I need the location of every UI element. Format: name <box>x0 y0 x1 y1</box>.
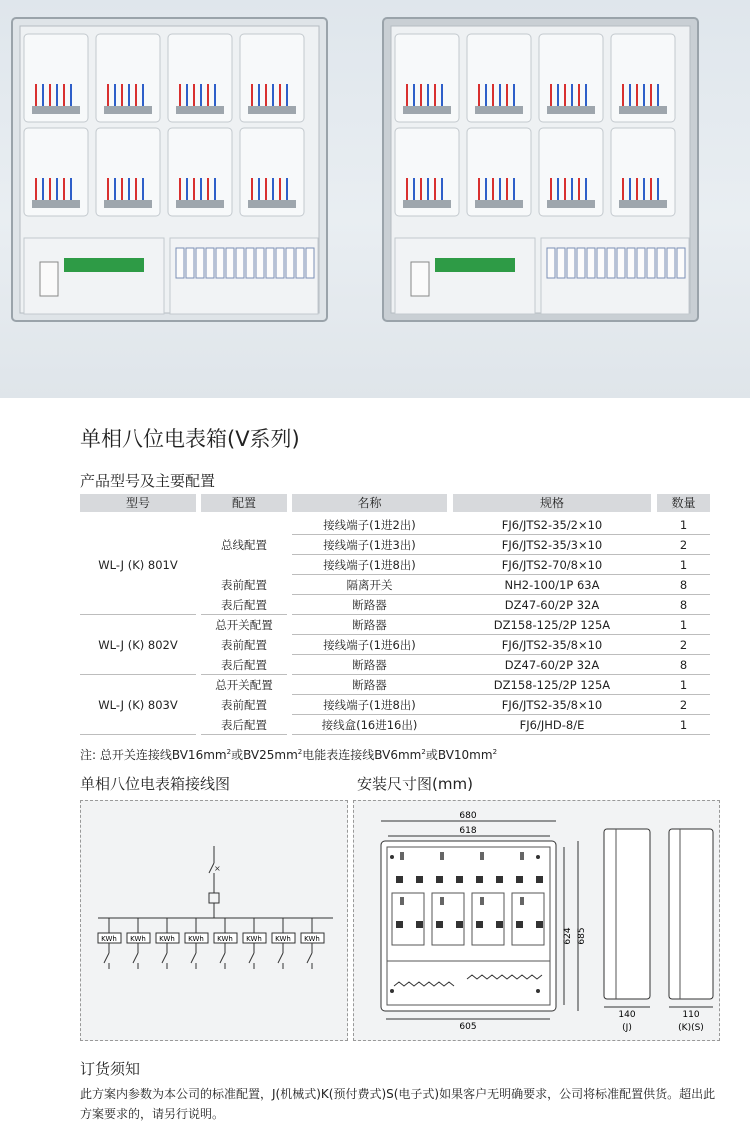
side-label-ks: (K)(S) <box>678 1023 704 1033</box>
branch-switch <box>162 953 167 963</box>
mini-breaker <box>216 248 224 278</box>
wiring-diagram-title: 单相八位电表箱接线图 <box>80 775 231 793</box>
order-notes-title: 订货须知 <box>80 1060 141 1078</box>
main-breaker-box <box>209 893 219 903</box>
branch-switch <box>191 953 196 963</box>
busbar-green <box>435 258 515 272</box>
cell-spec: FJ6/JTS2-35/2×10 <box>501 518 603 532</box>
cell-name: 接线盒(16进16出) <box>321 718 418 732</box>
mini-breaker <box>657 248 665 278</box>
mini-breaker <box>176 248 184 278</box>
header-config: 配置 <box>201 494 287 512</box>
busbar-green <box>64 258 144 272</box>
cell-config: 表前配置 <box>221 578 267 592</box>
main-breaker <box>411 262 429 296</box>
dim-624: 624 <box>563 927 573 945</box>
meter-hook <box>440 852 444 860</box>
dimension-drawing <box>354 801 719 1040</box>
cell-name: 接线端子(1进6出) <box>323 638 416 652</box>
wiring-diagram-panel <box>80 800 348 1041</box>
cell-spec: FJ6/JTS2-35/3×10 <box>501 538 603 552</box>
meter-branches <box>98 918 324 969</box>
cell-qty: 1 <box>679 558 688 572</box>
terminal-bar <box>32 106 80 114</box>
mini-breaker <box>306 248 314 278</box>
mini-breaker <box>286 248 294 278</box>
terminal-block <box>496 876 503 883</box>
cell-config: 总开关配置 <box>215 618 273 632</box>
mount-hole <box>536 855 540 859</box>
header-name: 名称 <box>292 494 447 512</box>
group-divider <box>201 734 287 735</box>
branch-switch <box>220 953 225 963</box>
terminal-block <box>436 921 443 928</box>
terminal-bar <box>403 106 451 114</box>
terminal-block <box>476 876 483 883</box>
cell-qty: 8 <box>679 578 688 592</box>
cell-spec: FJ6/JTS2-70/8×10 <box>501 558 603 572</box>
mini-breaker <box>627 248 635 278</box>
wiring-note: 注: 总开关连接线$BV16mm^2$或$BV25mm^2$电能表连接线$BV6mm^2$或$BV10mm^2$ <box>80 748 498 762</box>
branch-switch <box>104 953 109 963</box>
terminal-block <box>516 876 523 883</box>
cell-qty: 1 <box>679 678 688 692</box>
meter-hook <box>480 897 484 905</box>
dim-680: 680 <box>459 811 477 821</box>
cell-qty: 2 <box>679 638 688 652</box>
terminal-bar <box>176 200 224 208</box>
cell-name: 接线端子(1进2出) <box>323 518 416 532</box>
mini-breaker <box>547 248 555 278</box>
page-title: 单相八位电表箱(V系列) <box>80 427 300 451</box>
terminal-bar <box>176 106 224 114</box>
terminal-bar <box>619 106 667 114</box>
kwh-label: KWh <box>159 935 175 943</box>
cell-name: 接线端子(1进8出) <box>323 698 416 712</box>
kwh-label: KWh <box>130 935 146 943</box>
cell-model: WL-J (K) 803V <box>98 698 178 712</box>
dim-605: 605 <box>459 1022 477 1032</box>
mini-breaker <box>186 248 194 278</box>
terminal-bar <box>475 200 523 208</box>
cell-spec: FJ6/JTS2-35/8×10 <box>501 638 603 652</box>
dim-140: 140 <box>618 1010 636 1020</box>
cell-qty: 1 <box>679 718 688 732</box>
dimension-drawing-title: 安装尺寸图(mm) <box>357 775 473 793</box>
meter-hook <box>400 897 404 905</box>
terminal-bar <box>248 106 296 114</box>
cell-qty: 1 <box>679 518 688 532</box>
terminal-block <box>516 921 523 928</box>
product-photo-area <box>0 0 750 398</box>
kwh-label: KWh <box>188 935 204 943</box>
header-model: 型号 <box>80 494 196 512</box>
cell-name: 断路器 <box>352 618 387 632</box>
section-title-config: 产品型号及主要配置 <box>80 472 216 490</box>
order-notes-text: 此方案内参数为本公司的标准配置，J(机械式)K(预付费式)S(电子式)如果客户无明确要求，公司将标准配置供货。超出此方案要求的，请另行说明。 <box>80 1087 716 1121</box>
meter-hook <box>520 897 524 905</box>
cell-config: 表后配置 <box>221 598 267 612</box>
terminal-block <box>456 921 463 928</box>
cell-model: WL-J (K) 801V <box>98 558 178 572</box>
terminal-bar <box>248 200 296 208</box>
mount-hole <box>390 989 394 993</box>
meter-hook <box>480 852 484 860</box>
terminal-bar <box>547 200 595 208</box>
cell-name: 接线端子(1进3出) <box>323 538 416 552</box>
side-view-j <box>604 829 650 999</box>
mini-breaker <box>206 248 214 278</box>
mini-breaker <box>256 248 264 278</box>
header-spec: 规格 <box>453 494 651 512</box>
cell-qty: 2 <box>679 698 688 712</box>
main-switch-mark: × <box>214 864 221 873</box>
cell-config: 总开关配置 <box>215 678 273 692</box>
cell-model: WL-J (K) 802V <box>98 638 178 652</box>
cell-name: 接线端子(1进8出) <box>323 558 416 572</box>
cell-config: 表后配置 <box>221 658 267 672</box>
terminal-block <box>456 876 463 883</box>
terminal-block <box>396 921 403 928</box>
mini-breaker <box>637 248 645 278</box>
mini-breaker <box>597 248 605 278</box>
terminal-bar <box>104 200 152 208</box>
cell-config: 表后配置 <box>221 718 267 732</box>
mini-breaker <box>276 248 284 278</box>
mini-breaker <box>587 248 595 278</box>
cell-name: 断路器 <box>352 658 387 672</box>
mount-hole <box>390 855 394 859</box>
box-outline <box>381 841 556 1011</box>
terminal-block <box>416 921 423 928</box>
kwh-label: KWh <box>246 935 262 943</box>
cell-spec: DZ158-125/2P 125A <box>493 618 611 632</box>
cell-spec: DZ158-125/2P 125A <box>493 678 611 692</box>
kwh-label: KWh <box>275 935 291 943</box>
dim-618: 618 <box>459 826 477 836</box>
kwh-label: KWh <box>101 935 117 943</box>
dim-685: 685 <box>577 927 587 945</box>
cell-name: 断路器 <box>352 598 387 612</box>
mini-breaker <box>236 248 244 278</box>
side-view-ks <box>669 829 713 999</box>
mini-breaker <box>296 248 304 278</box>
terminal-bar <box>547 106 595 114</box>
group-divider <box>80 734 196 735</box>
dimension-drawing-panel <box>353 800 720 1041</box>
product-photo <box>0 0 750 398</box>
cell-config: 总线配置 <box>221 538 267 552</box>
terminal-bar <box>619 200 667 208</box>
terminal-bar <box>403 200 451 208</box>
mini-breaker <box>196 248 204 278</box>
kwh-label: KWh <box>217 935 233 943</box>
cell-spec: DZ47-60/2P 32A <box>504 658 600 672</box>
terminal-block <box>496 921 503 928</box>
meter-hook <box>440 897 444 905</box>
mini-breaker <box>567 248 575 278</box>
cell-spec: FJ6/JHD-8/E <box>519 718 585 732</box>
meter-hook <box>520 852 524 860</box>
cell-qty: 2 <box>679 538 688 552</box>
main-breaker <box>40 262 58 296</box>
terminal-block <box>416 876 423 883</box>
cell-qty: 1 <box>679 618 688 632</box>
cell-spec: DZ47-60/2P 32A <box>504 598 600 612</box>
branch-switch <box>307 953 312 963</box>
terminal-block <box>476 921 483 928</box>
cell-name: 断路器 <box>352 678 387 692</box>
terminal-bar <box>475 106 523 114</box>
mini-breaker <box>677 248 685 278</box>
mini-breaker <box>607 248 615 278</box>
terminal-block <box>436 876 443 883</box>
branch-switch <box>249 953 254 963</box>
cell-name: 隔离开关 <box>346 578 393 592</box>
kwh-label: KWh <box>304 935 320 943</box>
mini-breaker <box>647 248 655 278</box>
side-label-j: (J) <box>622 1023 632 1033</box>
mini-breaker <box>266 248 274 278</box>
terminal-block <box>536 876 543 883</box>
cell-spec: FJ6/JTS2-35/8×10 <box>501 698 603 712</box>
mount-hole <box>536 989 540 993</box>
wiring-diagram <box>81 801 347 1040</box>
terminal-block <box>396 876 403 883</box>
cell-spec: NH2-100/1P 63A <box>504 578 600 592</box>
mini-breaker <box>557 248 565 278</box>
mini-breaker <box>246 248 254 278</box>
mini-breaker <box>577 248 585 278</box>
terminal-bar <box>32 200 80 208</box>
mini-breaker <box>226 248 234 278</box>
row-divider <box>292 734 710 735</box>
mini-breaker <box>667 248 675 278</box>
header-qty: 数量 <box>657 494 710 512</box>
branch-switch <box>278 953 283 963</box>
meter-hook <box>400 852 404 860</box>
dim-110: 110 <box>682 1010 700 1020</box>
cell-config: 表前配置 <box>221 698 267 712</box>
cell-qty: 8 <box>679 598 688 612</box>
branch-switch <box>133 953 138 963</box>
cell-config: 表前配置 <box>221 638 267 652</box>
terminal-block <box>536 921 543 928</box>
terminal-bar <box>104 106 152 114</box>
mini-breaker <box>617 248 625 278</box>
cell-qty: 8 <box>679 658 688 672</box>
